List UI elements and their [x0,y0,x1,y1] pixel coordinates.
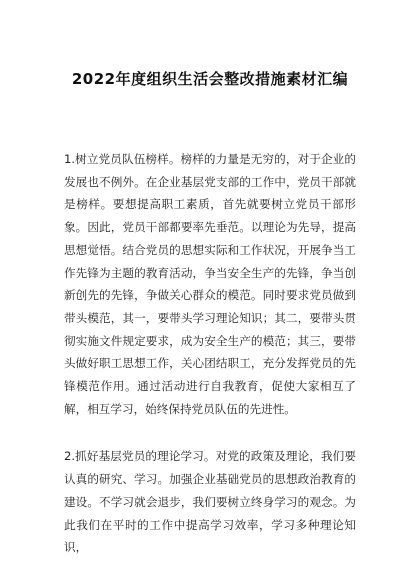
paragraph-1: 1.树立党员队伍榜样。榜样的力量是无穷的，对于企业的发展也不例外。在企业基层党支部的工作中，党员干部就是榜样。要想提高职工素质，首先就要树立党员干部形象。因此，党员干部都要率先垂范。以理论为先导，提高思想觉悟。结合党员的思想实际和工作状况，开展争当工作先锋为主题的教育活动，争当安全生产的先锋，争当创新创先的先锋，争做关心群众的模范。同时要求党员做到带头模范，其一，要带头学习理论知识；其二，要带头贯彻实施文件规定要求，成为安全生产的模范；其三，要带头做好职工思想工作，关心团结职工，充分发挥党员的先锋模范作用。通过活动进行自我教育，促使大家相互了解，相互学习，始终保持党员队伍的先进性。 [64,152,356,416]
paragraph-2: 2.抓好基层党员的理论学习。对党的政策及理论，我们要认真的研究、学习。加强企业基础党员的思想政治教育的建设。不学习就会退步，我们要树立终身学习的观念。为此我们在平时的工作中提高学习效率，学习多种理论知识， [64,449,356,555]
document-title: 2022年度组织生活会整改措施素材汇编 [71,70,349,88]
